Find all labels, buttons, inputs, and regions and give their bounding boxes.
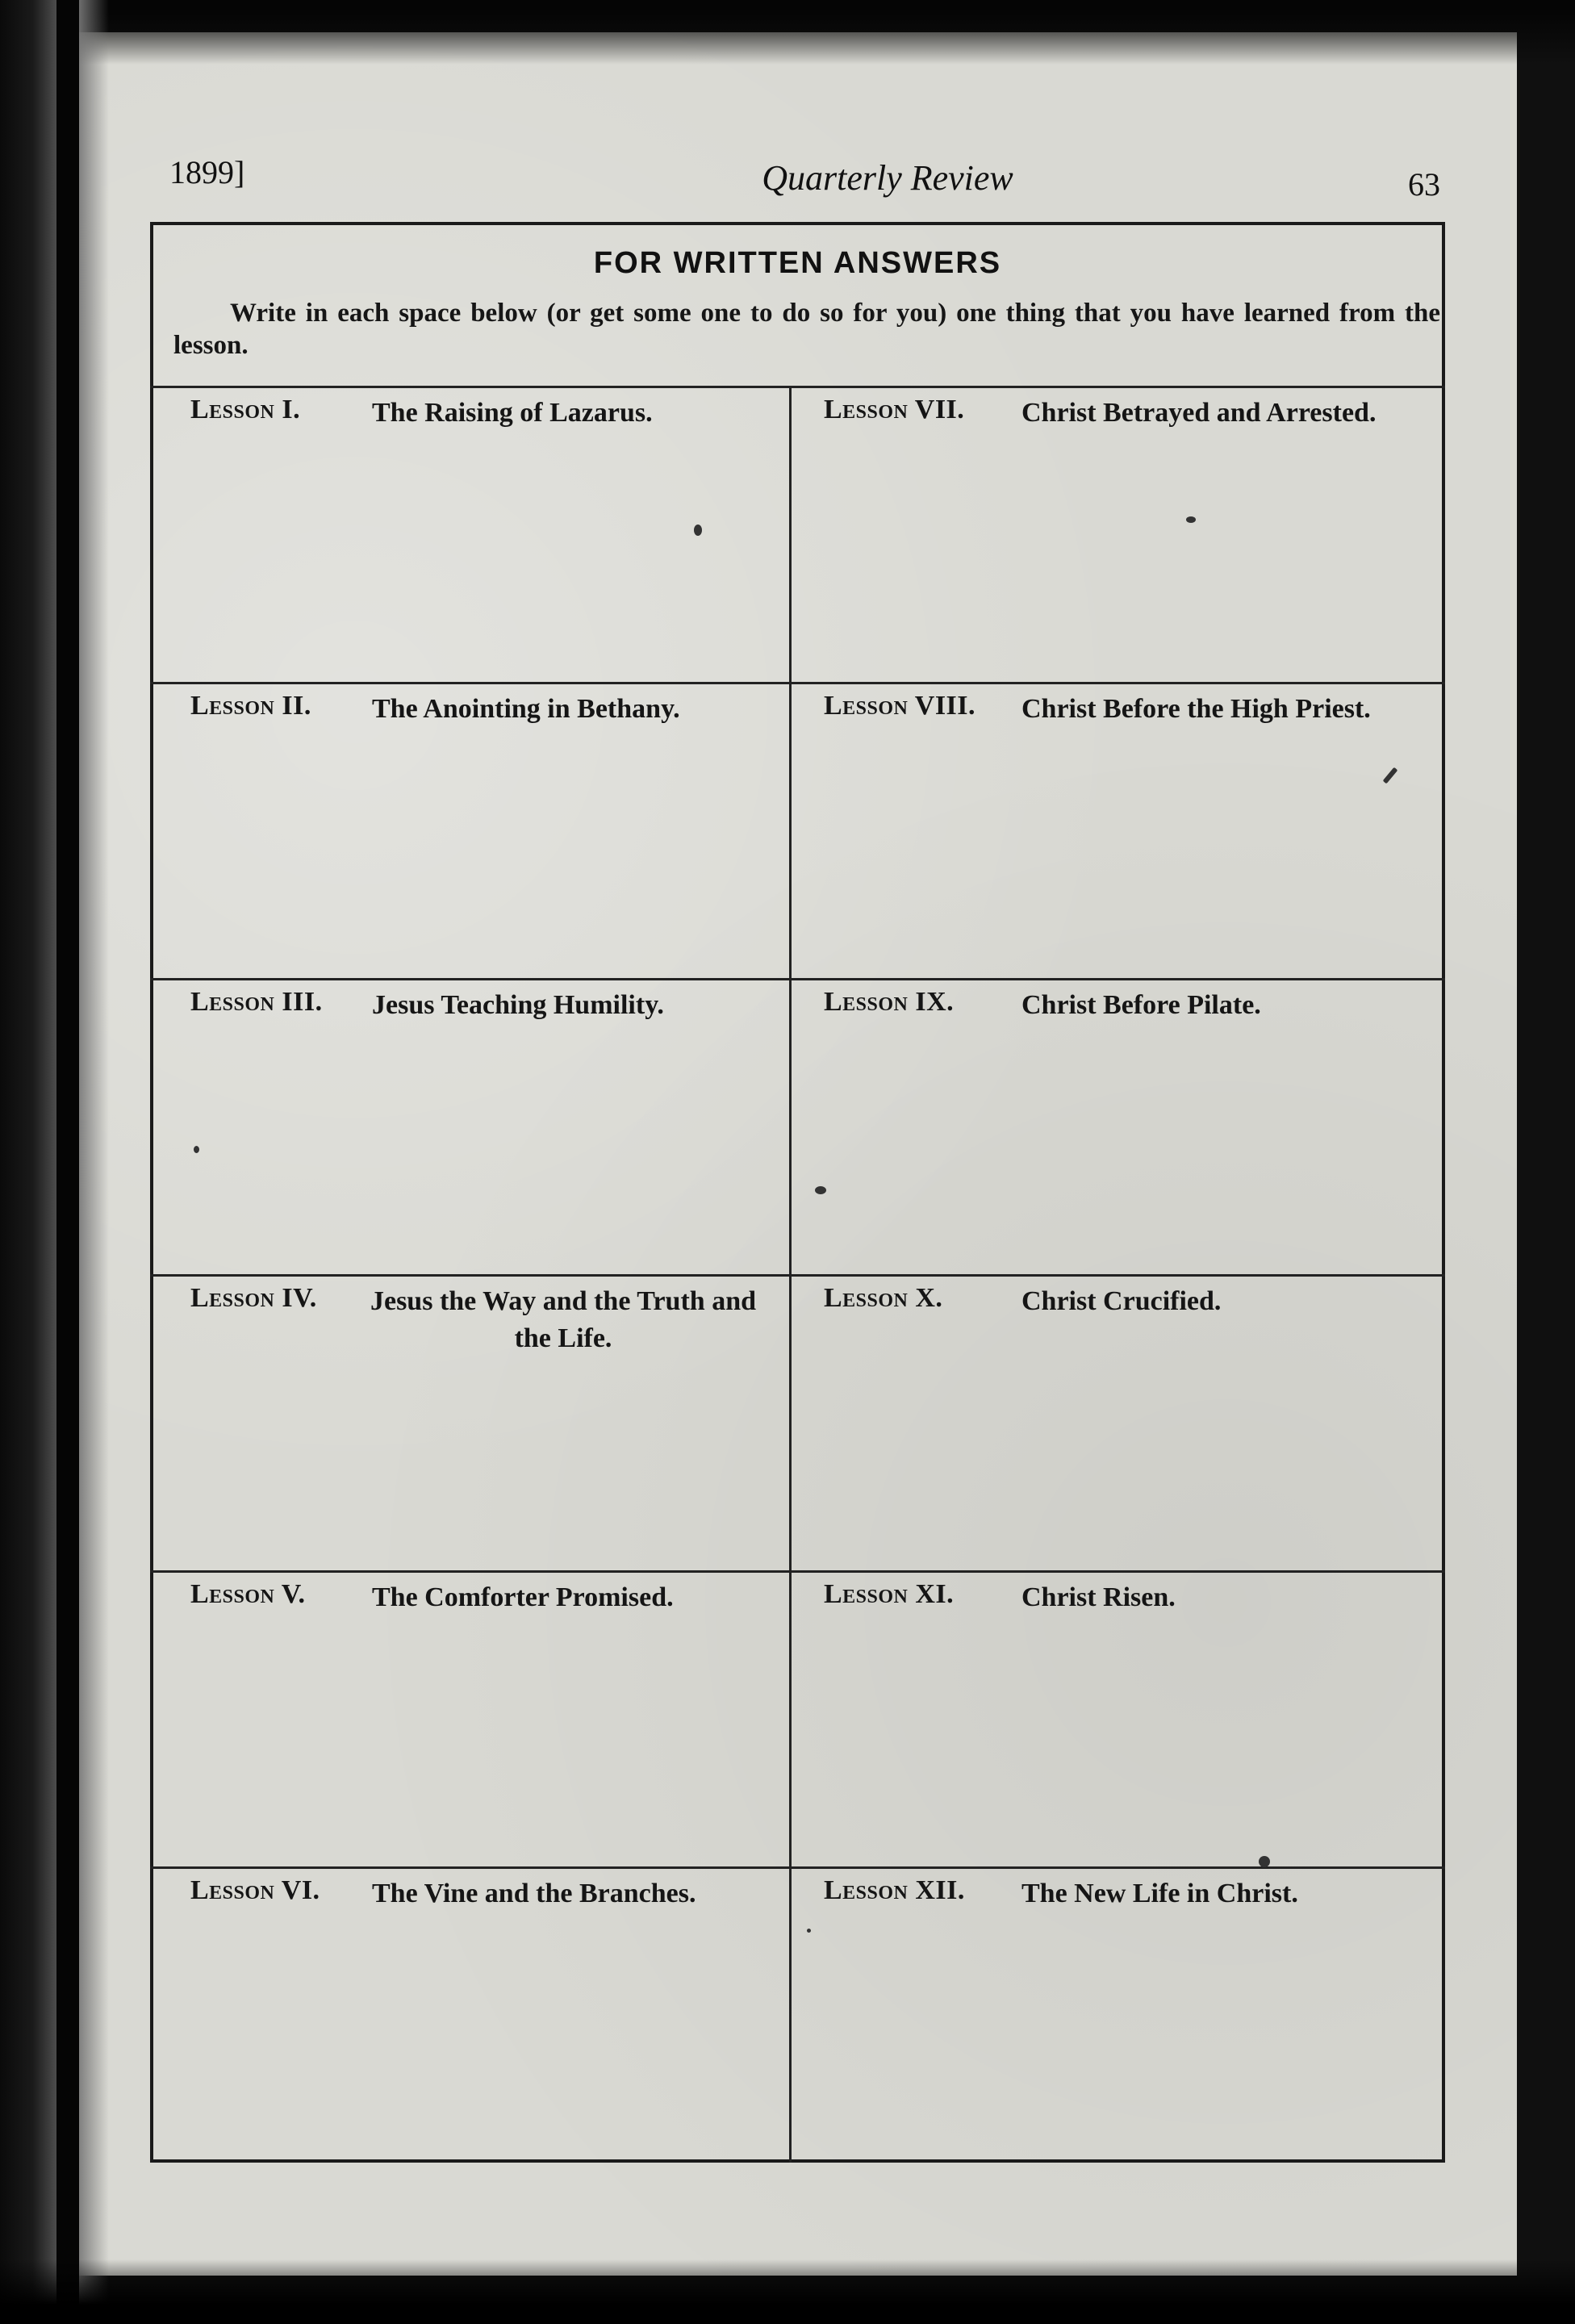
answer-cell-lesson-12[interactable] xyxy=(792,1866,1445,2163)
answer-cell-lesson-11[interactable] xyxy=(792,1570,1445,1866)
answer-cell-lesson-8[interactable] xyxy=(792,682,1445,978)
lesson-title: The Comforter Promised. xyxy=(372,1582,674,1612)
lesson-title: The Vine and the Branches. xyxy=(372,1879,696,1908)
lesson-title: The Raising of Lazarus. xyxy=(372,398,653,428)
bottom-edge-shadow xyxy=(0,2259,1575,2324)
lesson-title: Christ Risen. xyxy=(1021,1582,1176,1612)
lesson-number: Lesson IV. xyxy=(190,1283,317,1313)
lesson-title: Jesus Teaching Humility. xyxy=(372,990,664,1020)
answer-cell-lesson-4[interactable] xyxy=(150,1274,792,1570)
lesson-title: Christ Before the High Priest. xyxy=(1021,694,1371,724)
paper-speck xyxy=(194,1146,199,1153)
lesson-number: Lesson II. xyxy=(190,691,311,721)
binding-gutter-shadow xyxy=(0,0,109,2324)
answer-cell-lesson-6[interactable] xyxy=(150,1866,792,2163)
lesson-title: Christ Before Pilate. xyxy=(1021,990,1261,1020)
lesson-number: Lesson VI. xyxy=(190,1875,320,1905)
instructions-text: Write in each space below (or get some one to do so for you) one thing that you have learned from the lesson. xyxy=(173,299,1440,360)
lesson-number: Lesson VII. xyxy=(824,395,965,424)
lesson-number: Lesson V. xyxy=(190,1579,306,1609)
lesson-number: Lesson III. xyxy=(190,987,323,1017)
binding-gutter xyxy=(56,0,79,2324)
header-title: Quarterly Review xyxy=(762,158,1013,198)
lesson-number: Lesson X. xyxy=(824,1283,943,1313)
page-number: 63 xyxy=(1408,166,1440,203)
header-year: 1899] xyxy=(169,154,245,190)
paper-speck xyxy=(694,525,702,536)
paper-speck xyxy=(1259,1856,1270,1867)
lesson-title: Christ Crucified. xyxy=(1021,1286,1222,1316)
answer-cell-lesson-3[interactable] xyxy=(150,978,792,1274)
lesson-number: Lesson IX. xyxy=(824,987,955,1017)
lesson-number: Lesson XII. xyxy=(824,1875,965,1905)
paper-speck xyxy=(1186,516,1196,523)
lesson-number: Lesson VIII. xyxy=(824,691,976,721)
lesson-number: Lesson I. xyxy=(190,395,301,424)
lesson-title: Jesus the Way and the Truth and the Life. xyxy=(370,1286,757,1353)
lesson-number: Lesson XI. xyxy=(824,1579,955,1609)
answer-cell-lesson-2[interactable] xyxy=(150,682,792,978)
paper-speck xyxy=(807,1929,811,1933)
lesson-title: Christ Betrayed and Arrested. xyxy=(1021,398,1377,428)
section-title: FOR WRITTEN ANSWERS xyxy=(593,246,1002,280)
answer-cell-lesson-9[interactable] xyxy=(792,978,1445,1274)
top-edge-shadow xyxy=(0,0,1575,65)
paper-speck xyxy=(815,1186,826,1194)
lesson-title: The Anointing in Bethany. xyxy=(372,694,680,724)
lesson-title: The New Life in Christ. xyxy=(1021,1879,1298,1908)
answer-cell-lesson-10[interactable] xyxy=(792,1274,1445,1570)
answer-cell-lesson-7[interactable] xyxy=(792,386,1445,682)
lesson-grid xyxy=(150,386,1445,2163)
answer-cell-lesson-5[interactable] xyxy=(150,1570,792,1866)
